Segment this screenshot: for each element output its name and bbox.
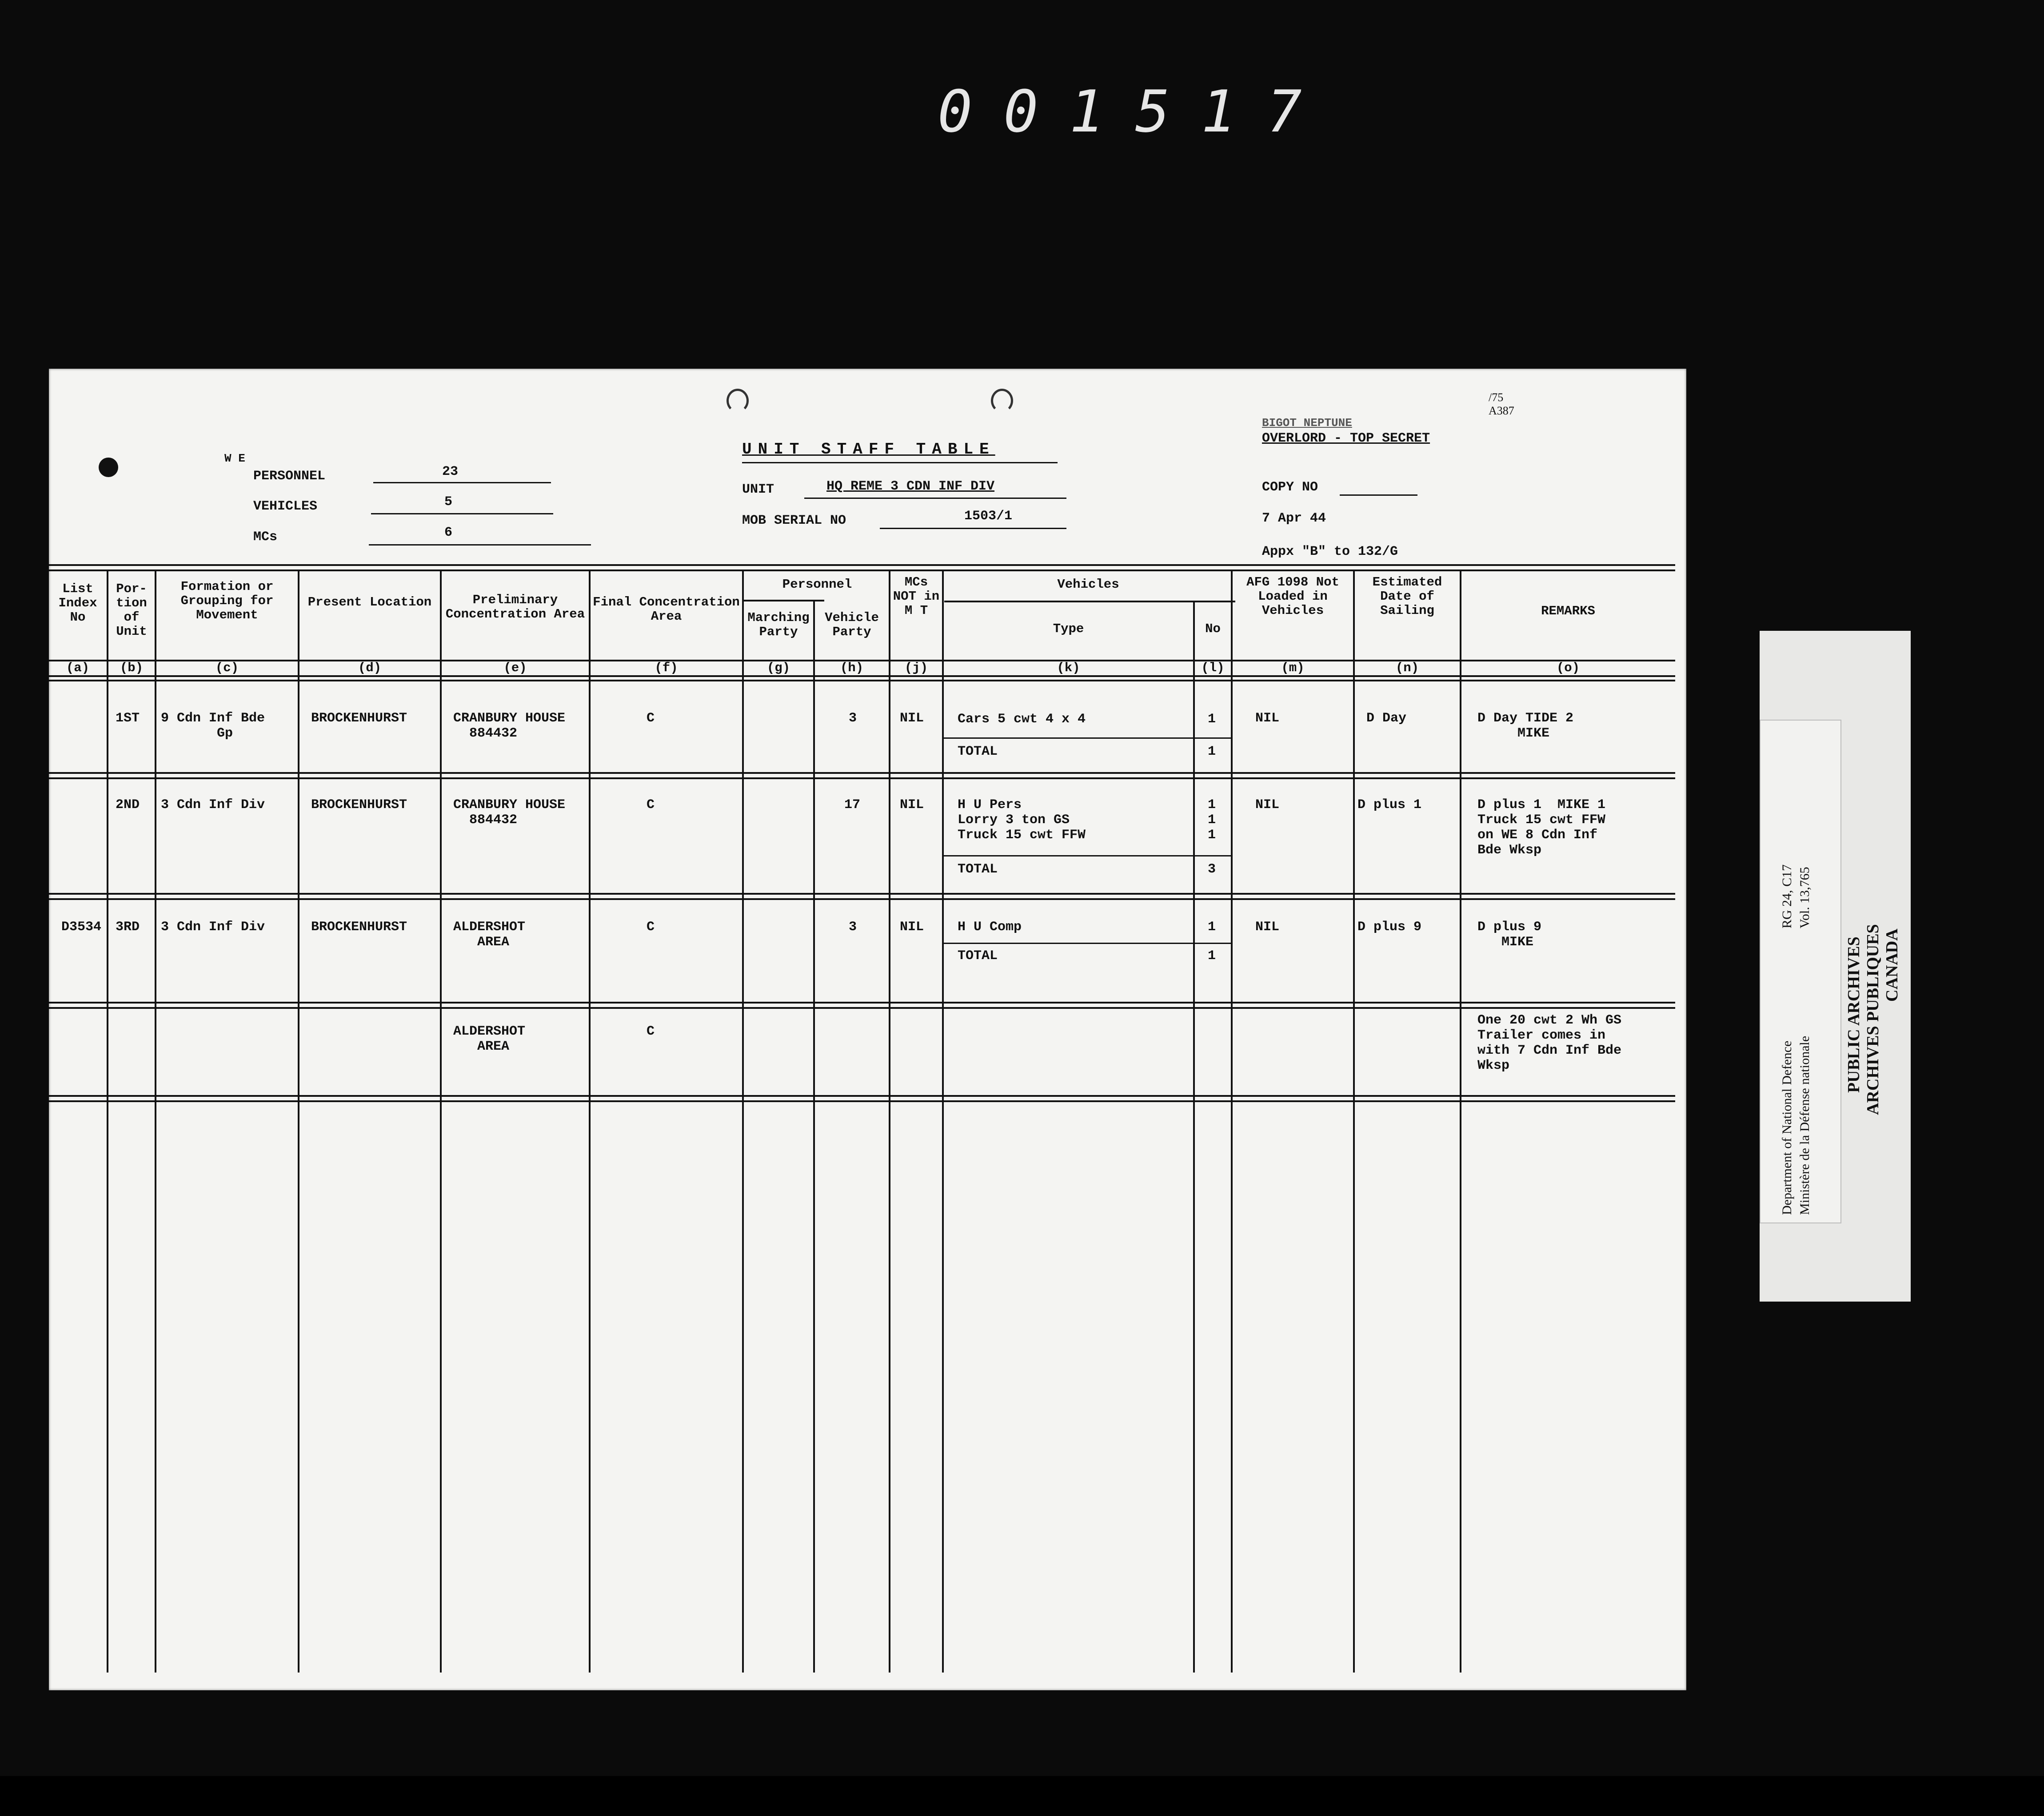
col-header-type: Type [1053, 621, 1084, 636]
col-rule-n-o [1460, 571, 1461, 1673]
total-rule [944, 855, 1231, 856]
preliminary-area: CRANBURY HOUSE 884432 [453, 797, 566, 828]
punch-hole-right [991, 389, 1013, 413]
archive-canada: CANADA [1883, 928, 1901, 1002]
col-letter-h: (h) [840, 661, 864, 675]
mcs-not-in-mt: NIL [900, 711, 924, 726]
final-area: C [647, 711, 655, 726]
mob-serial-label: MOB SERIAL NO [742, 513, 846, 528]
vehicle-types: H U Pers Lorry 3 ton GS Truck 15 cwt FFW [958, 797, 1086, 843]
preliminary-area: ALDERSHOT AREA [453, 1024, 526, 1054]
document-title: UNIT STAFF TABLE [742, 440, 995, 458]
vehicle-types: H U Comp [958, 920, 1022, 935]
present-location: BROCKENHURST [311, 920, 407, 935]
col-rule-f-g [742, 571, 744, 1673]
personnel-label: PERSONNEL [253, 469, 326, 484]
col-letter-l: (l) [1201, 661, 1225, 675]
archive-dept-fr: Ministère de la Défense nationale [1797, 1035, 1812, 1215]
remarks: D plus 9 MIKE [1477, 920, 1542, 950]
vehicle-party: 3 [849, 711, 857, 726]
vehicle-party: 3 [849, 920, 857, 935]
archive-volume: Vol. 13,765 [1797, 867, 1812, 928]
sailing-date: D Day [1366, 711, 1407, 726]
total-label: TOTAL [958, 948, 998, 964]
col-header-personnel: Personnel [782, 577, 852, 592]
col-header-vehicle-party: Vehicle Party [825, 610, 879, 639]
col-header-mcs-not-in-mt: MCs NOT in M T [893, 575, 940, 618]
total-label: TOTAL [958, 744, 998, 759]
col-header-portion: Por- tion of Unit [116, 581, 147, 639]
mcs-value: 6 [444, 525, 453, 540]
col-rule-m-n [1353, 571, 1355, 1673]
vehicle-types: Cars 5 cwt 4 x 4 [958, 712, 1086, 727]
letters-bottom-rule-2 [49, 680, 1675, 681]
row2-bottom-rule [49, 893, 1675, 895]
mob-serial-value: 1503/1 [964, 509, 1013, 524]
handwritten-annotation: /75 A387 [1489, 391, 1514, 417]
afg-not-loaded: NIL [1255, 920, 1280, 935]
copy-no-label: COPY NO [1262, 480, 1318, 495]
row3-bottom-rule-2 [49, 1007, 1675, 1009]
col-letter-a: (a) [66, 661, 90, 675]
vehicle-total: 1 [1208, 744, 1216, 759]
vehicle-numbers: 1 1 1 [1208, 797, 1216, 843]
document-date: 7 Apr 44 [1262, 511, 1326, 526]
vehicles-group-rule [944, 601, 1235, 602]
vehicle-total: 1 [1208, 948, 1216, 964]
sailing-date: D plus 9 [1357, 920, 1422, 935]
col-letter-m: (m) [1281, 661, 1305, 675]
vehicles-value: 5 [444, 494, 453, 510]
col-letter-o: (o) [1556, 661, 1580, 675]
vehicle-numbers: 1 [1208, 920, 1216, 935]
classification: OVERLORD - TOP SECRET [1262, 431, 1430, 446]
remarks: D plus 1 MIKE 1 Truck 15 cwt FFW on WE 8 Cdn Inf Bde Wksp [1477, 797, 1606, 858]
col-rule-c-d [298, 571, 299, 1673]
preliminary-area: CRANBURY HOUSE 884432 [453, 711, 566, 741]
col-rule-d-e [440, 571, 442, 1673]
copy-no-line [1340, 494, 1417, 496]
row4-bottom-rule-2 [49, 1100, 1675, 1102]
table-top-rule-2 [49, 569, 1675, 571]
col-letter-b: (b) [120, 661, 144, 675]
col-header-final-area: Final Concentration Area [593, 595, 740, 624]
total-label: TOTAL [958, 862, 998, 877]
col-header-list-index: List Index No [58, 581, 97, 625]
col-header-preliminary-area: Preliminary Concentration Area [445, 593, 585, 621]
col-header-present-location: Present Location [307, 595, 432, 609]
mcs-not-in-mt: NIL [900, 920, 924, 935]
col-letter-n: (n) [1395, 661, 1419, 675]
col-header-remarks: REMARKS [1541, 604, 1595, 618]
vehicle-total: 3 [1208, 862, 1216, 877]
col-rule-k-l [1193, 601, 1195, 1673]
personnel-underline [373, 482, 551, 483]
row1-bottom-rule-2 [49, 777, 1675, 779]
col-letter-j: (j) [904, 661, 928, 675]
archive-rg-number: RG 24, C17 [1780, 864, 1794, 928]
personnel-value: 23 [442, 464, 459, 479]
col-rule-e-f [589, 571, 591, 1673]
col-rule-j-k [942, 571, 944, 1673]
row2-bottom-rule-2 [49, 898, 1675, 900]
row3-bottom-rule [49, 1002, 1675, 1004]
total-rule [944, 737, 1231, 739]
unit-value: HQ REME 3 CDN INF DIV [826, 479, 995, 494]
formation: 9 Cdn Inf Bde Gp [161, 711, 265, 741]
formation: 3 Cdn Inf Div [161, 797, 265, 812]
portion-of-unit: 1ST [116, 711, 140, 726]
col-header-afg-1098: AFG 1098 Not Loaded in Vehicles [1246, 575, 1339, 618]
vehicles-underline [371, 513, 553, 514]
portion-of-unit: 2ND [116, 797, 140, 812]
film-bottom-band [0, 1776, 2044, 1816]
bigot-stamp: BIGOT NEPTUNE [1262, 416, 1352, 430]
unit-underline [804, 498, 1066, 499]
col-rule-h-j [889, 571, 890, 1673]
unit-staff-table-document [49, 369, 1686, 1690]
col-header-vehicles: Vehicles [1057, 577, 1119, 592]
col-letter-d: (d) [358, 661, 382, 675]
archive-dept-en: Department of National Defence [1780, 1040, 1794, 1215]
filing-dot [99, 458, 118, 477]
appendix-reference: Appx "B" to 132/G [1262, 544, 1398, 559]
total-rule [944, 943, 1231, 944]
col-rule-a-b [107, 571, 108, 1673]
mcs-underline [369, 544, 591, 546]
final-area: C [647, 797, 655, 812]
remarks: One 20 cwt 2 Wh GS Trailer comes in with 7 Cdn Inf Bde Wksp [1477, 1013, 1622, 1073]
sailing-date: D plus 1 [1357, 797, 1422, 812]
col-rule-g-h [813, 601, 815, 1673]
col-header-no: No [1205, 621, 1221, 636]
col-header-marching-party: Marching Party [747, 610, 810, 639]
letters-bottom-rule [49, 675, 1675, 677]
table-top-rule [49, 564, 1675, 566]
col-letter-g: (g) [766, 661, 790, 675]
col-header-formation: Formation or Grouping for Movement [180, 579, 274, 622]
title-underline [742, 462, 1058, 463]
frame-number: 001517 [938, 78, 1333, 145]
portion-of-unit: 3RD [116, 920, 140, 935]
archive-public-archives: PUBLIC ARCHIVES [1844, 936, 1863, 1093]
row1-bottom-rule [49, 772, 1675, 774]
col-letter-f: (f) [655, 661, 678, 675]
mob-serial-underline [880, 528, 1066, 529]
col-letter-e: (e) [503, 661, 527, 675]
personnel-group-rule [742, 600, 824, 601]
punch-hole-left [727, 389, 749, 413]
col-letter-k: (k) [1057, 661, 1080, 675]
afg-not-loaded: NIL [1255, 711, 1280, 726]
list-index-no: D3534 [61, 920, 102, 935]
present-location: BROCKENHURST [311, 797, 407, 812]
formation: 3 Cdn Inf Div [161, 920, 265, 935]
mcs-label: MCs [253, 530, 278, 545]
preliminary-area: ALDERSHOT AREA [453, 920, 526, 950]
col-rule-l-m [1231, 571, 1233, 1673]
remarks: D Day TIDE 2 MIKE [1477, 711, 1574, 741]
col-header-sailing-date: Estimated Date of Sailing [1372, 575, 1442, 618]
row4-bottom-rule [49, 1095, 1675, 1097]
we-label: W E [224, 452, 245, 465]
afg-not-loaded: NIL [1255, 797, 1280, 812]
final-area: C [647, 1024, 655, 1039]
col-rule-b-c [155, 571, 156, 1673]
unit-label: UNIT [742, 482, 774, 497]
vehicle-party: 17 [844, 797, 861, 812]
present-location: BROCKENHURST [311, 711, 407, 726]
vehicles-label: VEHICLES [253, 499, 318, 514]
col-letter-c: (c) [215, 661, 239, 675]
vehicle-numbers: 1 [1208, 712, 1216, 727]
archive-archives-publiques: ARCHIVES PUBLIQUES [1864, 924, 1882, 1115]
final-area: C [647, 920, 655, 935]
mcs-not-in-mt: NIL [900, 797, 924, 812]
